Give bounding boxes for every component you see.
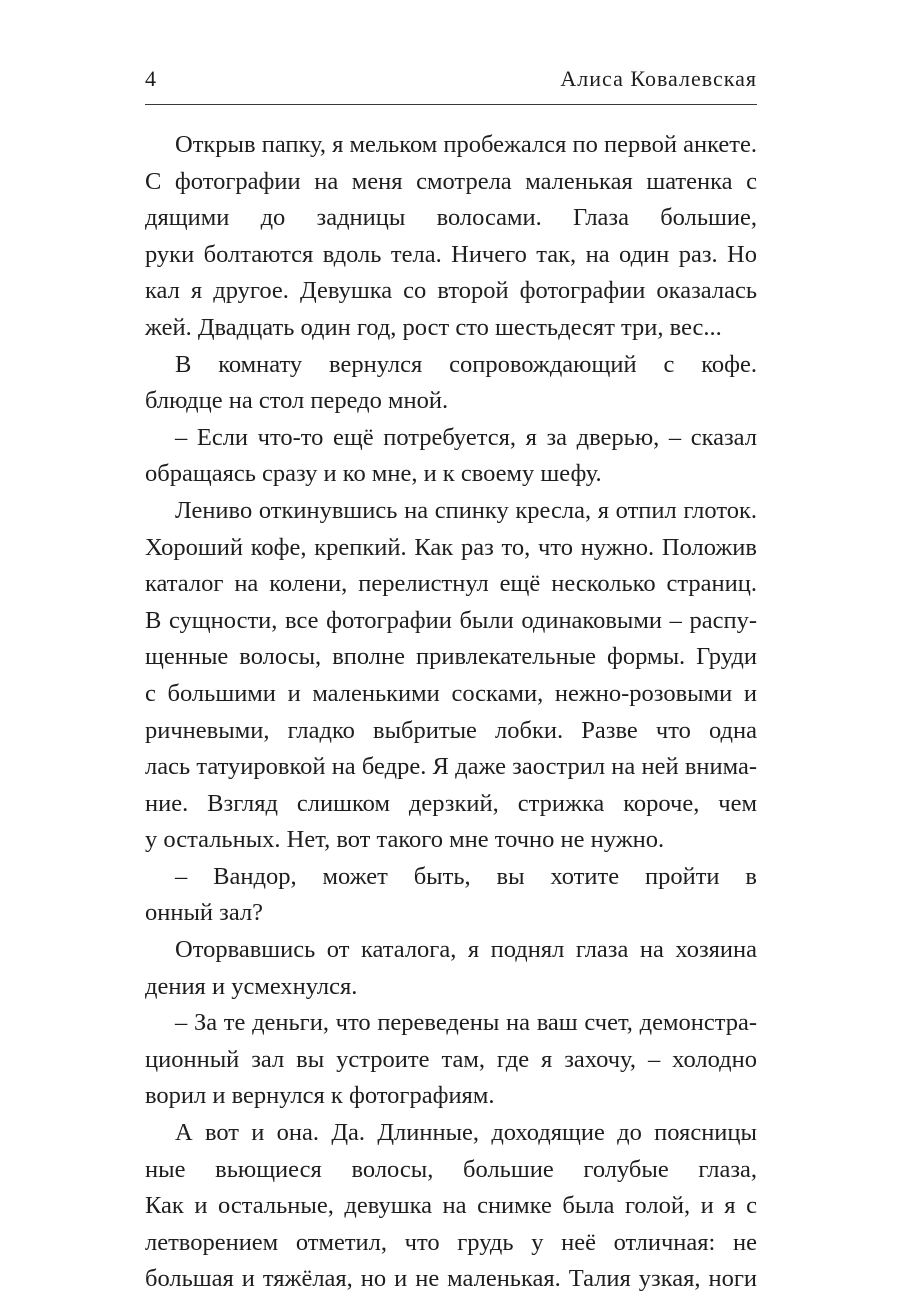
text-line: с большими и маленькими сосками, нежно-розовыми и: [145, 679, 757, 707]
text-line: Лениво откинувшись на спинку кресла, я отпил глоток.: [175, 496, 757, 524]
text-line: Как и остальные, девушка на снимке была голой, и я с: [145, 1192, 757, 1220]
text-line: щенные волосы, вполне привлекательные формы. Груди: [145, 643, 757, 671]
page-header: [145, 66, 757, 102]
text-line: В сущности, все фотографии были одинаковыми – распу-: [145, 606, 757, 634]
text-line: каталог на колени, перелистнул ещё несколько страниц.: [145, 570, 757, 598]
text-line: летворением отметил, что грудь у неё отличная: не: [145, 1228, 757, 1256]
text-line: дящими до задницы волосами. Глаза большие,: [145, 204, 757, 232]
text-line: ворил и вернулся к фотографиям.: [145, 1082, 495, 1110]
running-head-author: Алиса Ковалевская: [560, 66, 757, 91]
text-line: жей. Двадцать один год, рост сто шестьдесят три, вес...: [145, 313, 722, 341]
text-line: С фотографии на меня смотрела маленькая шатенка с: [145, 167, 757, 195]
text-line: у остальных. Нет, вот такого мне точно не нужно.: [145, 826, 665, 854]
text-line: дения и усмехнулся.: [145, 972, 358, 1000]
text-line: кал я другое. Девушка со второй фотографии оказалась: [145, 277, 757, 305]
header-divider: [145, 104, 757, 105]
text-line: онный зал?: [145, 899, 264, 927]
text-line: Открыв папку, я мельком пробежался по первой анкете.: [175, 131, 757, 158]
text-line: ные вьющиеся волосы, большие голубые глаза,: [145, 1155, 757, 1183]
text-line: – Вандор, может быть, вы хотите пройти в: [175, 862, 757, 890]
text-line: – Если что-то ещё потребуется, я за дверью, – сказал: [175, 423, 757, 451]
text-line: – За те деньги, что переведены на ваш счет, демонстра-: [175, 1009, 757, 1037]
book-text-body: [145, 127, 757, 1298]
text-line: ричневыми, гладко выбритые лобки. Разве что одна: [145, 716, 757, 744]
text-line: обращаясь сразу и ко мне, и к своему шефу.: [145, 460, 602, 488]
page-number: 4: [145, 66, 157, 91]
text-line: лась татуировкой на бедре. Я даже заострил на ней внима-: [145, 753, 757, 781]
text-line: большая и тяжёлая, но и не маленькая. Талия узкая, ноги: [145, 1265, 757, 1293]
text-line: Хороший кофе, крепкий. Как раз то, что нужно. Положив: [145, 533, 757, 561]
text-line: ние. Взгляд слишком дерзкий, стрижка короче, чем: [145, 789, 757, 817]
text-line: Оторвавшись от каталога, я поднял глаза на хозяина: [175, 936, 757, 964]
text-line: В комнату вернулся сопровождающий с кофе.: [175, 350, 757, 378]
text-line: руки болтаются вдоль тела. Ничего так, на один раз. Но: [145, 240, 757, 268]
text-line: А вот и она. Да. Длинные, доходящие до поясницы: [175, 1119, 757, 1147]
text-line: ционный зал вы устроите там, где я захочу, – холодно: [145, 1045, 757, 1073]
text-line: блюдце на стол передо мной.: [145, 387, 449, 415]
